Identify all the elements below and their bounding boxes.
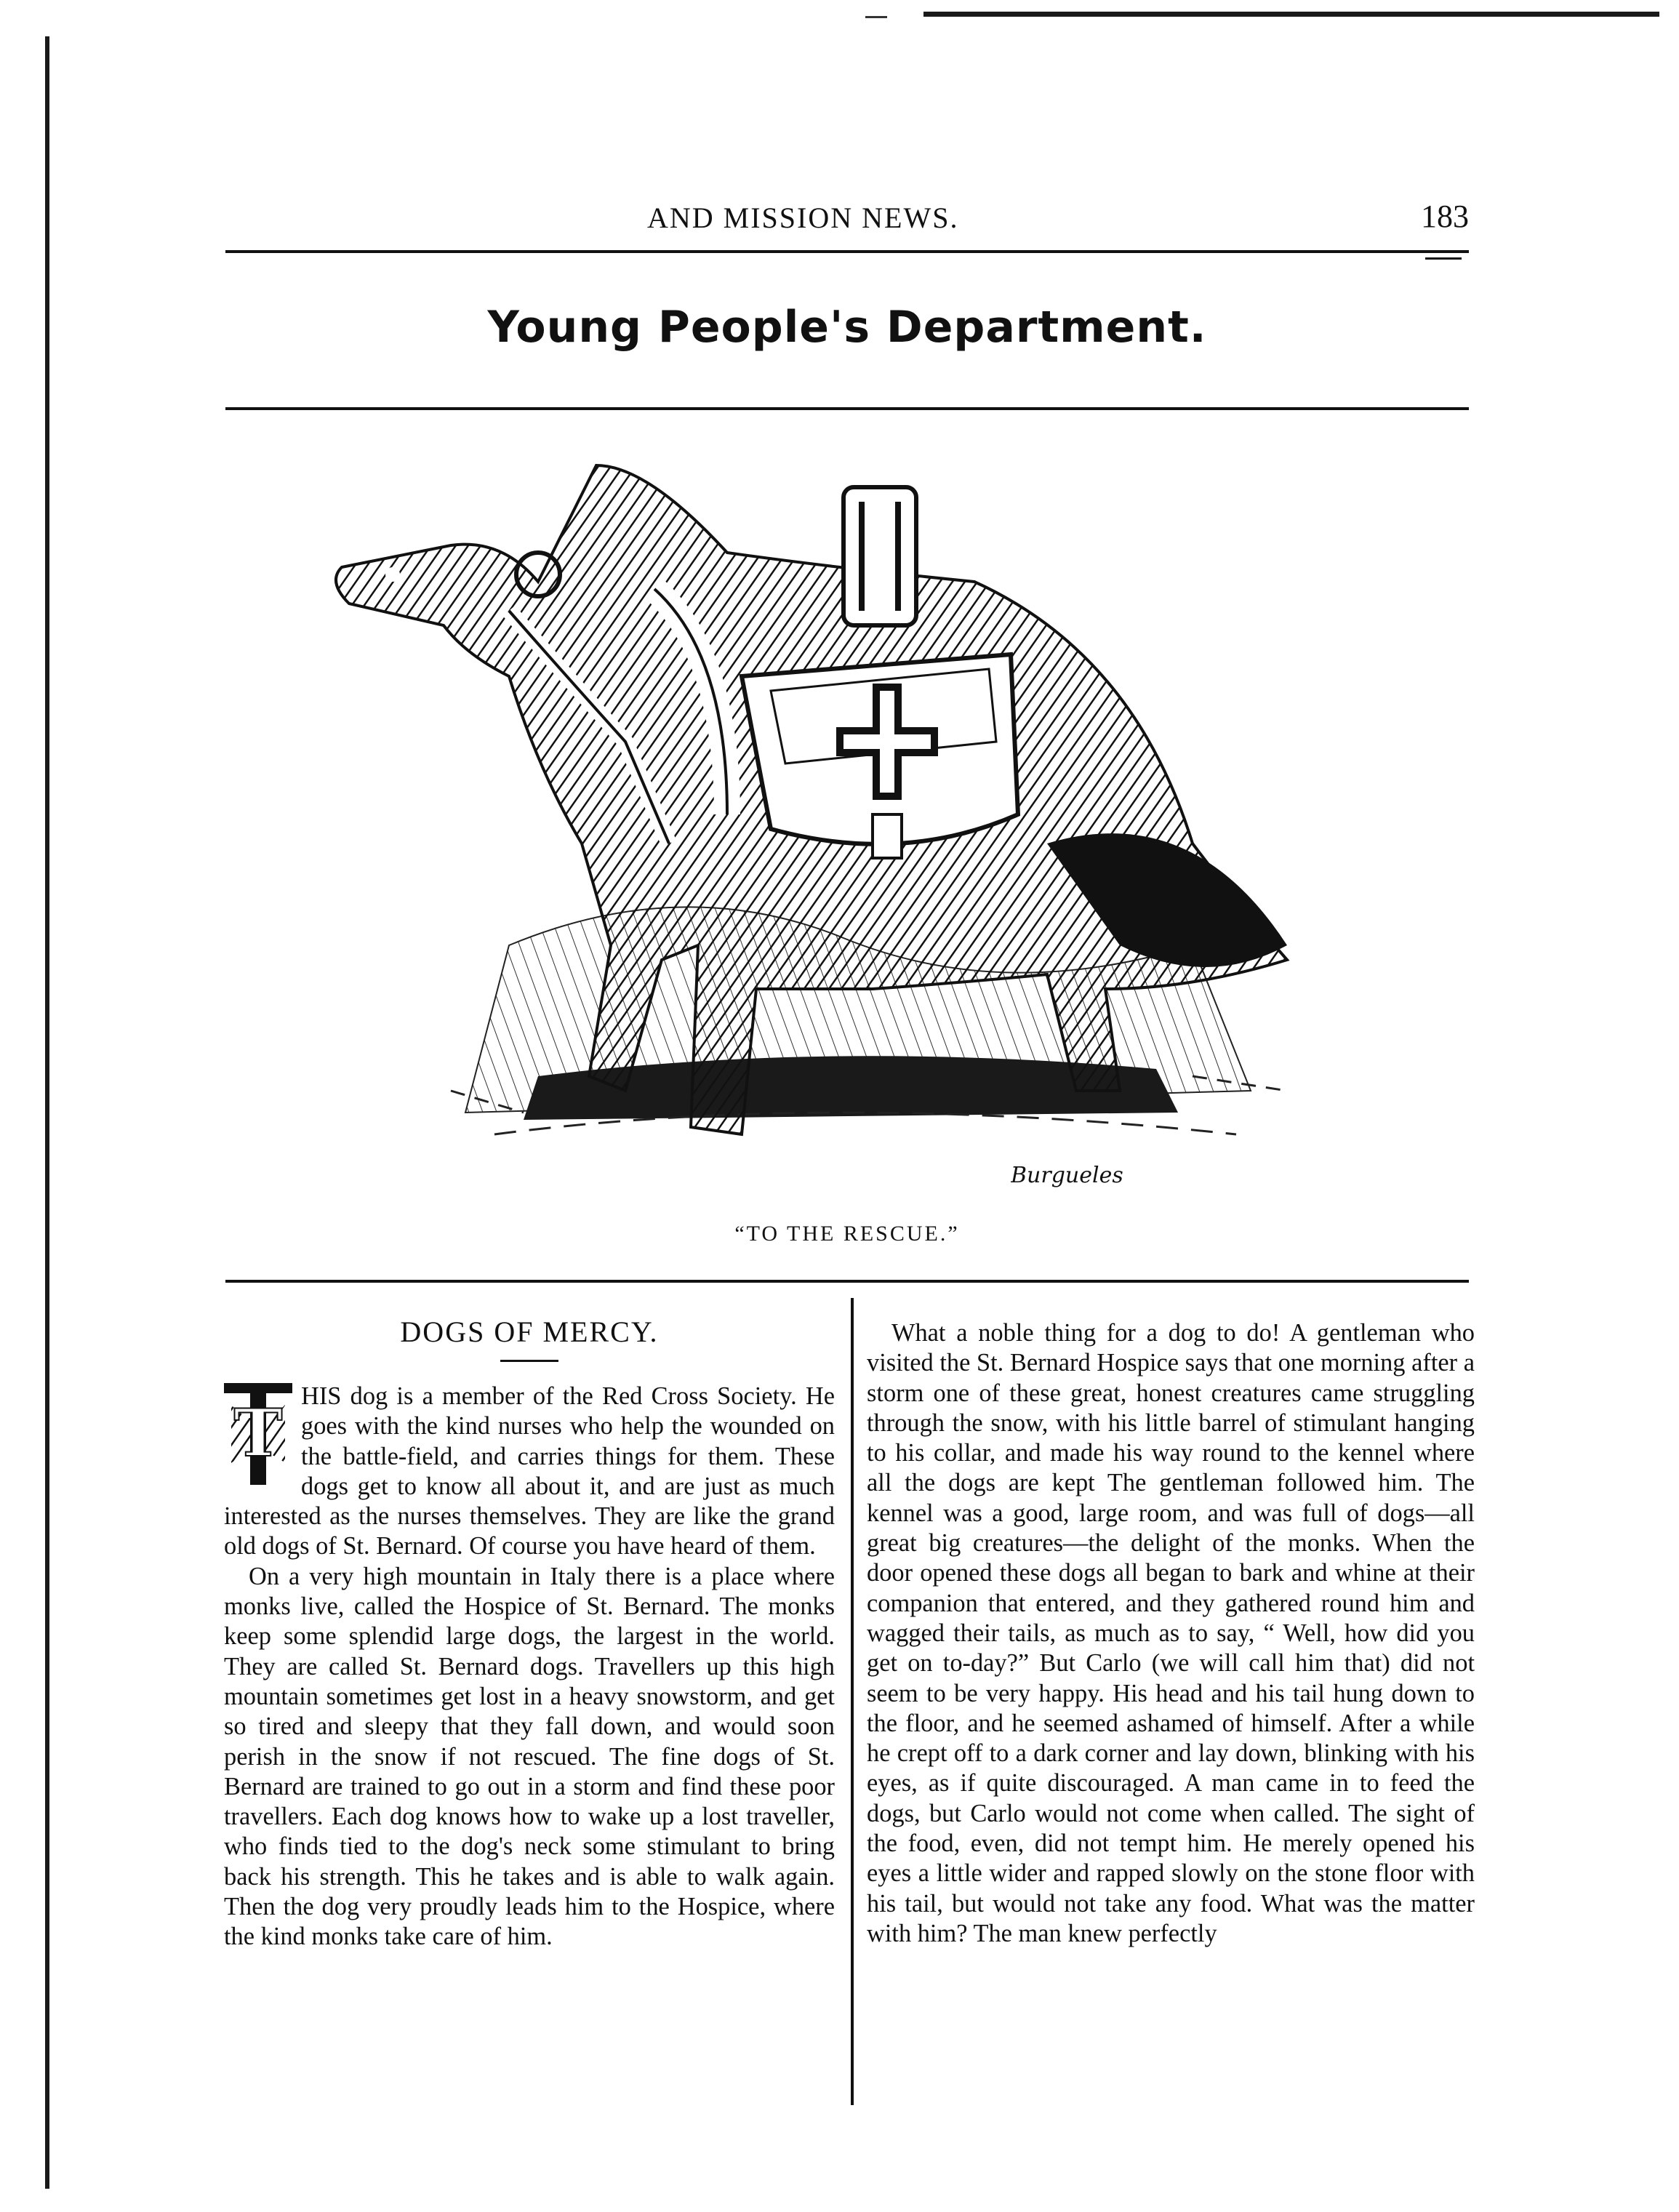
- running-head-rule: [225, 250, 1469, 253]
- caption-rule: [225, 1280, 1469, 1283]
- column-divider: [851, 1298, 854, 2105]
- article-title-dash: [500, 1360, 558, 1362]
- article-paragraph: On a very high mountain in Italy there is a place where monks live, called the Hospice of St. Bernard. The monks keep some splendid large dogs, the largest in the world. They are called St. Bernard dogs. Travellers up this high mountain sometimes get lost in a heavy snowstorm, and get so tired and sleepy that they fall down, and would soon perish in the snow if not rescued. The fine dogs of St. Bernard are trained to go out in a storm and find these poor travellers. Each dog knows how to wake up a lost traveller, who finds tied to the dog's neck some stimulant to bring back his strength. This he takes and is able to walk again. Then the dog very proudly leads him to the Hospice, where the kind monks take care of him.: [224, 1562, 835, 1951]
- dropcap-ornament: [224, 1383, 292, 1492]
- top-edge-rule: [923, 12, 1659, 17]
- artist-signature: [1011, 1156, 1156, 1193]
- page-edge-shadow: [45, 36, 49, 2189]
- running-head-title: AND MISSION NEWS.: [647, 201, 959, 234]
- article-column-right: [867, 1318, 1475, 1949]
- illustration-caption: “TO THE RESCUE.”: [734, 1222, 960, 1246]
- dropcap-letter: T: [233, 1395, 283, 1472]
- dog-illustration: [320, 436, 1382, 1207]
- artist-signature-text: Burgueles: [1011, 1163, 1123, 1188]
- section-title: Young People's Department.: [487, 302, 1207, 353]
- article-paragraph: HIS dog is a member of the Red Cross Society. He goes with the kind nurses who help the wounded on the battle-field, and carries things for them. These dogs get to know all about it, and are just as much interested as the nurses themselves. They are like the grand old dogs of St. Bernard. Of course you have heard of them.: [224, 1382, 835, 1560]
- section-rule: [225, 407, 1469, 410]
- page-number: 183: [1421, 199, 1469, 234]
- article-paragraph: What a noble thing for a dog to do! A gentleman who visited the St. Bernard Hospice says that one morning after a storm one of these great, honest creatures came struggling through the snow, with his little barrel of stimulant hanging to his collar, and made his way round to the kennel where all the dogs are kept The gentleman followed him. The kennel was a good, large room, and was full of dogs—all great big creatures—the delight of the monks. When the door opened these dogs all began to bark and whine at their companion that entered, and they gathered round him and wagged their tails, as much as to say, “ Well, how did you get on to-day?” But Carlo (we will call him that) did not seem to be very happy. His head and his tail hung down to the floor, and he seemed ashamed of himself. After a while he crept off to a dark corner and lay down, blinking with his eyes, as if quite discouraged. A man came in to feed the dogs, but Carlo would not come when called. The sight of the food, even, did not tempt him. He merely opened his eyes a little wider and rapped slowly on the stone floor with his tail, but would not take any food. What was the matter with him? The man knew perfectly: [867, 1319, 1475, 1947]
- running-head-rule-short: [1425, 257, 1462, 260]
- top-edge-dash: [865, 16, 887, 18]
- article-column-left: [224, 1382, 835, 1952]
- article-title: DOGS OF MERCY.: [400, 1315, 659, 1348]
- running-head: [225, 195, 1469, 246]
